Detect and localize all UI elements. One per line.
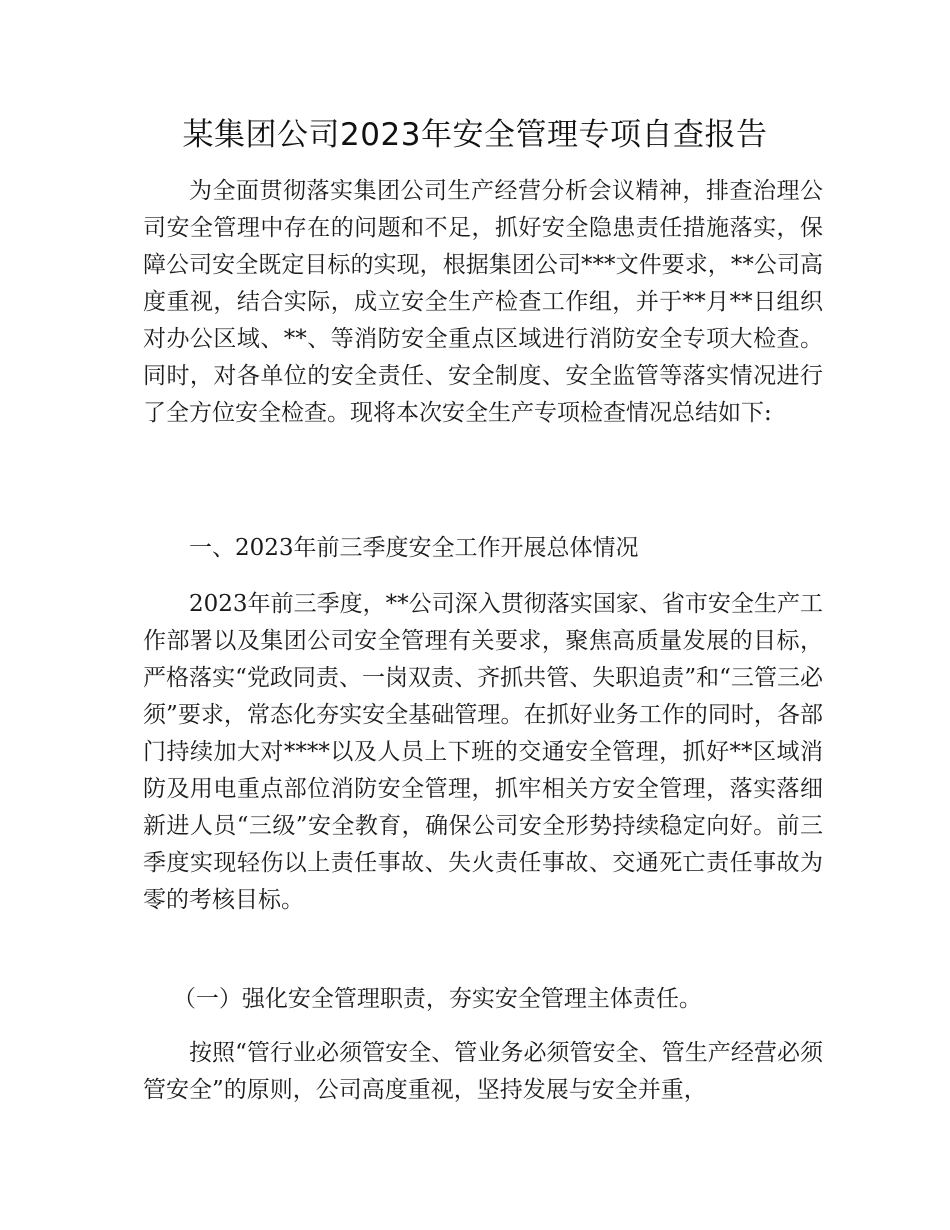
document-title: 某集团公司2023年安全管理专项自查报告 <box>182 117 768 153</box>
subsection-paragraph: 按照“管行业必须管安全、管业务必须管安全、管生产经营必须管安全”的原则，公司高度重视，坚持发展与安全并重， <box>143 1040 823 1103</box>
intro-paragraph: 为全面贯彻落实集团公司生产经营分析会议精神，排查治理公司安全管理中存在的问题和不足，抓好安全隐患责任措施落实，保障公司安全既定目标的实现，根据集团公司***文件要求，**公司高度重视，结合实际，成立安全生产检查工作组，并于**月**日组织对办公区域、**、等消防安全重点区域进行消防安全专项大检查。同时，对各单位的安全责任、安全制度、安全监管等落实情况进行了全方位安全检查。现将本次安全生产专项检查情况总结如下: <box>143 178 823 426</box>
section-paragraph: 2023年前三季度，**公司深入贯彻落实国家、省市安全生产工作部署以及集团公司安全管理有关要求，聚焦高质量发展的目标，严格落实“党政同责、一岗双责、齐抓共管、失职追责”和“三管三必须”要求，常态化夯实安全基础管理。在抓好业务工作的同时，各部门持续加大对****以及人员上下班的交通安全管理，抓好**区域消防及用电重点部位消防安全管理，抓牢相关方安全管理，落实落细新进人员“三级”安全教育，确保公司安全形势持续稳定向好。前三季度实现轻伤以上责任事故、失火责任事故、交通死亡责任事故为零的考核目标。 <box>143 591 823 913</box>
section-heading: 一、2023年前三季度安全工作开展总体情况 <box>189 535 639 561</box>
subsection-heading: （一）强化安全管理职责，夯实安全管理主体责任。 <box>172 986 702 1012</box>
